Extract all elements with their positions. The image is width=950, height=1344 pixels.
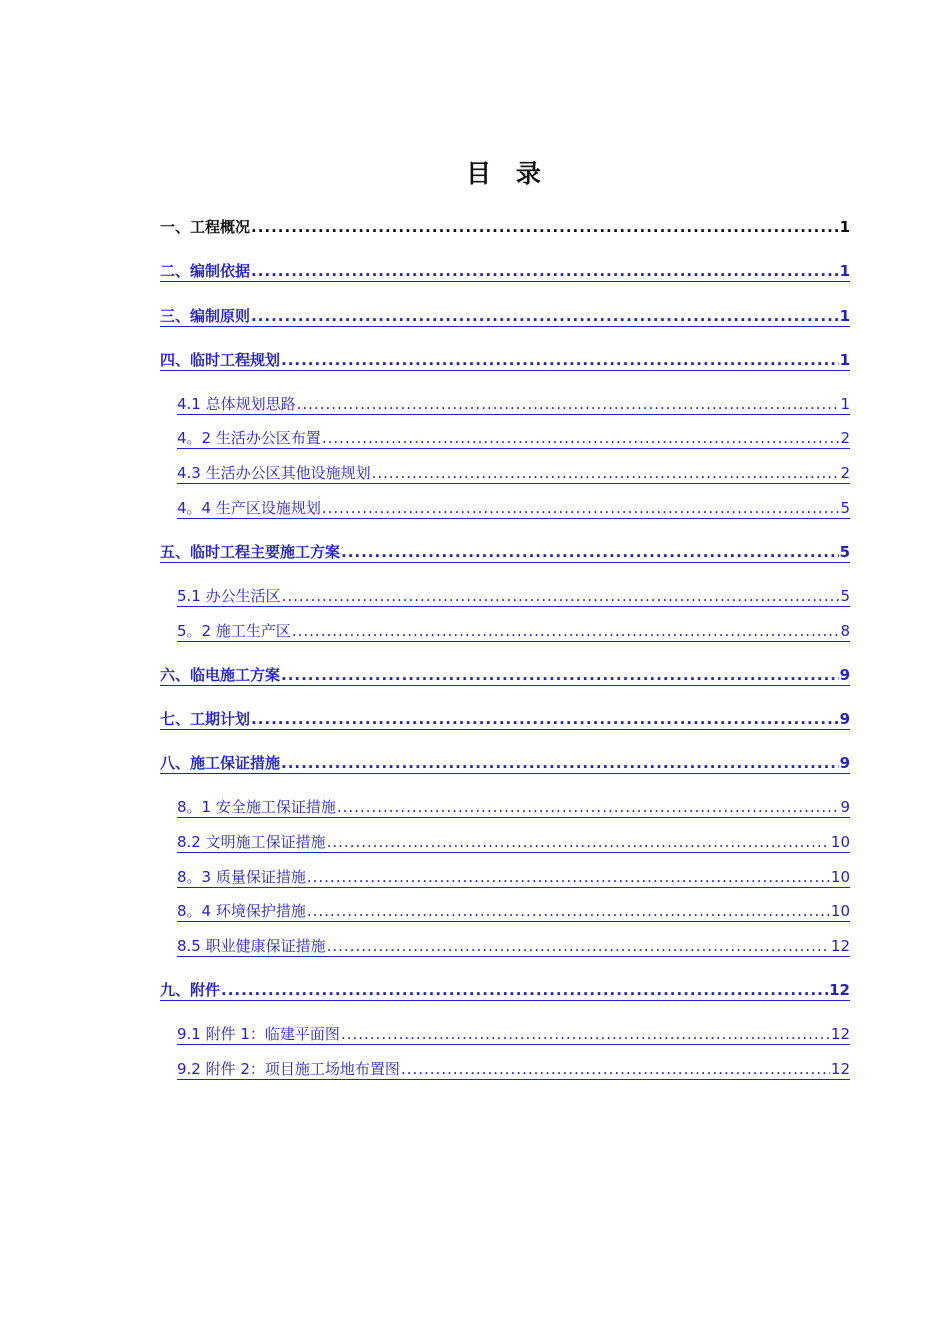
toc-dot-leader xyxy=(337,797,840,817)
toc-entry[interactable] xyxy=(177,830,850,853)
toc-page-number: 10 xyxy=(830,868,850,886)
toc-entry[interactable] xyxy=(177,584,850,607)
toc-entry[interactable] xyxy=(177,426,850,449)
toc-entry-label: 4。4 生产区设施规划 xyxy=(177,499,321,517)
toc-page-number: 1 xyxy=(840,395,850,413)
toc-entry[interactable] xyxy=(160,663,850,686)
toc-dot-leader xyxy=(401,1059,830,1079)
toc-page-number: 5 xyxy=(840,499,850,517)
toc-entry[interactable] xyxy=(160,540,850,563)
toc-entry[interactable] xyxy=(160,215,850,237)
toc-dot-leader xyxy=(281,350,839,370)
toc-entry[interactable] xyxy=(177,899,850,922)
toc-page-number: 10 xyxy=(830,902,850,920)
toc-page-number: 1 xyxy=(839,307,850,325)
toc-entry[interactable] xyxy=(177,496,850,519)
toc-dot-leader xyxy=(341,1024,830,1044)
toc-dot-leader xyxy=(281,753,839,773)
toc-entry-label: 8.5 职业健康保证措施 xyxy=(177,937,326,955)
toc-entry-label: 九、附件 xyxy=(160,981,221,999)
toc-page-number: 1 xyxy=(839,351,850,369)
toc-dot-leader xyxy=(307,867,830,887)
toc-entry-label: 4.1 总体规划思路 xyxy=(177,395,296,413)
toc-page-number: 12 xyxy=(830,1060,850,1078)
toc-dot-leader xyxy=(322,428,840,448)
toc-entry-label: 4。2 生活办公区布置 xyxy=(177,429,321,447)
toc-page-number: 12 xyxy=(830,937,850,955)
toc-page-number: 1 xyxy=(839,262,850,280)
toc-entry[interactable] xyxy=(177,934,850,957)
toc-dot-leader xyxy=(221,980,828,1000)
toc-entry[interactable] xyxy=(160,978,850,1001)
toc-dot-leader xyxy=(322,498,840,518)
page-title: 目 录 xyxy=(466,159,549,188)
toc-dot-leader xyxy=(281,665,839,685)
toc-page-number: 9 xyxy=(839,710,850,728)
toc-dot-leader xyxy=(327,832,830,852)
toc-page-number: 10 xyxy=(830,833,850,851)
toc-entry-label: 9.1 附件 1：临建平面图 xyxy=(177,1025,340,1043)
toc-dot-leader xyxy=(372,463,840,483)
toc-dot-leader xyxy=(327,936,830,956)
toc-entry-label: 五、临时工程主要施工方案 xyxy=(160,543,341,561)
toc-dot-leader xyxy=(297,394,840,414)
toc-page-number: 12 xyxy=(830,1025,850,1043)
toc-entry[interactable] xyxy=(177,461,850,484)
toc-page-number: 8 xyxy=(840,622,850,640)
toc-dot-leader xyxy=(307,901,830,921)
toc-entry[interactable] xyxy=(177,1022,850,1045)
toc-dot-leader xyxy=(251,306,839,326)
toc-entry-label: 八、施工保证措施 xyxy=(160,754,281,772)
toc-entry-label: 六、临电施工方案 xyxy=(160,666,281,684)
toc-page-number: 2 xyxy=(840,464,850,482)
toc-page-number: 9 xyxy=(839,666,850,684)
toc-dot-leader xyxy=(251,261,839,281)
toc-entry-label: 三、编制原则 xyxy=(160,307,251,325)
toc-dot-leader xyxy=(251,709,839,729)
toc-entry-label: 七、工期计划 xyxy=(160,710,251,728)
toc-dot-leader xyxy=(282,586,840,606)
toc-entry-label: 5。2 施工生产区 xyxy=(177,622,291,640)
toc-dot-leader xyxy=(341,542,839,562)
toc-entry[interactable] xyxy=(160,751,850,774)
toc-entry[interactable] xyxy=(160,707,850,730)
toc-entry-label: 8。3 质量保证措施 xyxy=(177,868,306,886)
toc-entry[interactable] xyxy=(160,304,850,327)
toc-entry-label: 8。4 环境保护措施 xyxy=(177,902,306,920)
toc-entry[interactable] xyxy=(177,795,850,818)
toc-entry[interactable] xyxy=(177,392,850,415)
toc-entry-label: 8。1 安全施工保证措施 xyxy=(177,798,336,816)
toc-dot-leader xyxy=(292,621,840,641)
toc-entry-label: 8.2 文明施工保证措施 xyxy=(177,833,326,851)
toc-entry-label: 4.3 生活办公区其他设施规划 xyxy=(177,464,371,482)
toc-entry[interactable] xyxy=(160,348,850,371)
toc-page-number: 9 xyxy=(839,754,850,772)
toc-page-number: 5 xyxy=(840,587,850,605)
toc-dot-leader xyxy=(251,217,839,237)
toc-page-number: 9 xyxy=(840,798,850,816)
toc-entry[interactable] xyxy=(177,619,850,642)
toc-page-number: 5 xyxy=(839,543,850,561)
toc-entry-label: 二、编制依据 xyxy=(160,262,251,280)
toc-entry-label: 5.1 办公生活区 xyxy=(177,587,281,605)
toc-entry-label: 一、工程概况 xyxy=(160,218,251,236)
toc-entry[interactable] xyxy=(160,259,850,282)
toc-entry[interactable] xyxy=(177,1057,850,1080)
toc-entry-label: 四、临时工程规划 xyxy=(160,351,281,369)
toc-page-number: 12 xyxy=(829,981,850,999)
toc-page-number: 1 xyxy=(839,218,850,236)
toc-page-number: 2 xyxy=(840,429,850,447)
toc-entry-label: 9.2 附件 2：项目施工场地布置图 xyxy=(177,1060,400,1078)
toc-entry[interactable] xyxy=(177,865,850,888)
